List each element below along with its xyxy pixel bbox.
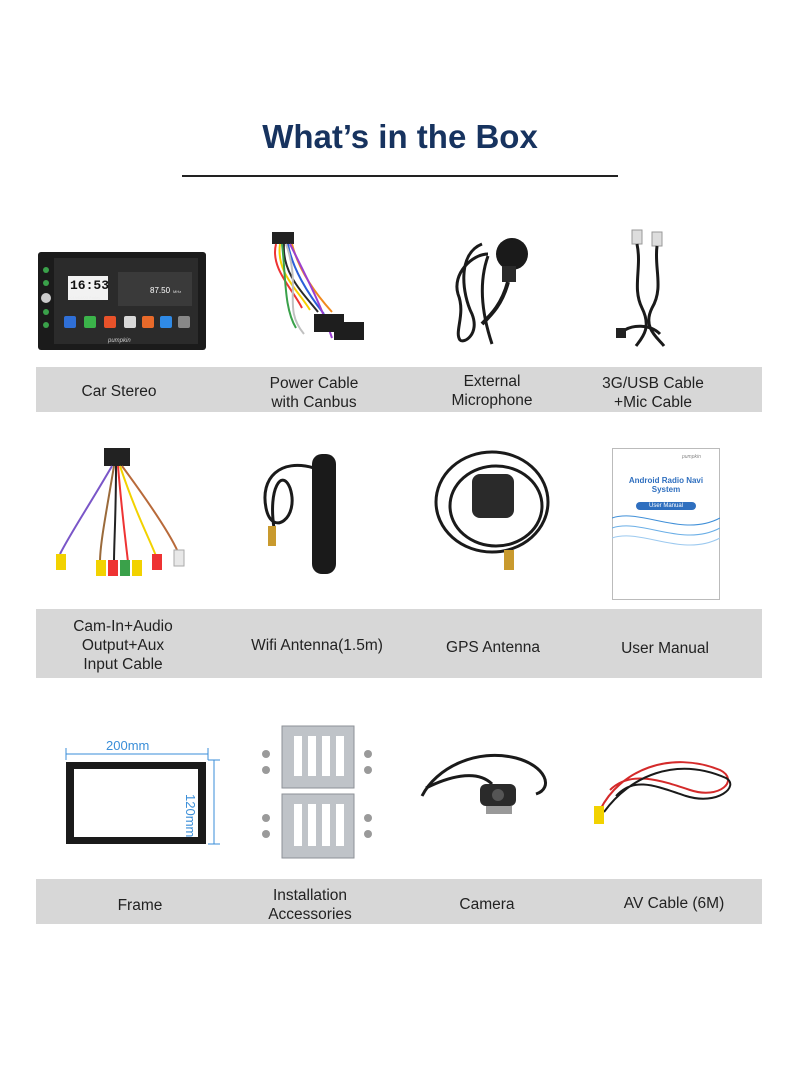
gps-antenna-icon xyxy=(432,446,552,574)
manual-brand: pumpkin xyxy=(682,454,701,460)
stereo-date: 2019/08/23 Friday xyxy=(68,295,101,300)
frame-width-label: 200mm xyxy=(106,738,150,753)
label-wifi-antenna: Wifi Antenna(1.5m) xyxy=(251,637,383,654)
label-car-stereo: Car Stereo xyxy=(81,383,157,400)
installation-accessories-icon xyxy=(256,722,380,860)
frame-icon xyxy=(62,736,230,848)
av-cable-icon xyxy=(590,740,740,828)
label-user-manual: User Manual xyxy=(621,640,709,657)
manual-title: Android Radio Navi System xyxy=(628,476,704,494)
label-gps-antenna: GPS Antenna xyxy=(446,639,540,656)
camera-icon xyxy=(416,738,556,820)
wifi-antenna-icon xyxy=(260,448,350,582)
label-usb-cable: 3G/USB Cable +Mic Cable xyxy=(602,375,704,411)
title-underline xyxy=(182,175,618,177)
user-manual-icon xyxy=(612,448,720,600)
label-frame: Frame xyxy=(117,897,163,914)
power-cable-icon xyxy=(262,228,372,358)
manual-subtitle: User Manual xyxy=(648,503,683,509)
usb-cable-icon xyxy=(612,228,682,352)
frame-height-label: 120mm xyxy=(183,794,198,838)
stereo-frequency: 87.50 xyxy=(150,286,171,295)
page-title: What’s in the Box xyxy=(262,118,538,155)
label-rca-cable: Cam-In+Audio Output+Aux Input Cable xyxy=(73,618,173,673)
label-power-cable: Power Cable with Canbus xyxy=(269,375,359,411)
rca-cable-icon xyxy=(50,444,200,584)
stereo-unit: MHz xyxy=(173,289,182,294)
label-av-cable: AV Cable (6M) xyxy=(623,895,725,912)
stereo-clock: 16:53 xyxy=(70,278,110,293)
microphone-icon xyxy=(452,234,534,350)
stereo-brand: pumpkin xyxy=(108,338,131,344)
label-external-microphone: External Microphone xyxy=(451,373,533,409)
car-stereo-icon xyxy=(38,252,206,350)
label-installation-accessories: Installation Accessories xyxy=(268,887,352,923)
label-camera: Camera xyxy=(459,896,515,913)
